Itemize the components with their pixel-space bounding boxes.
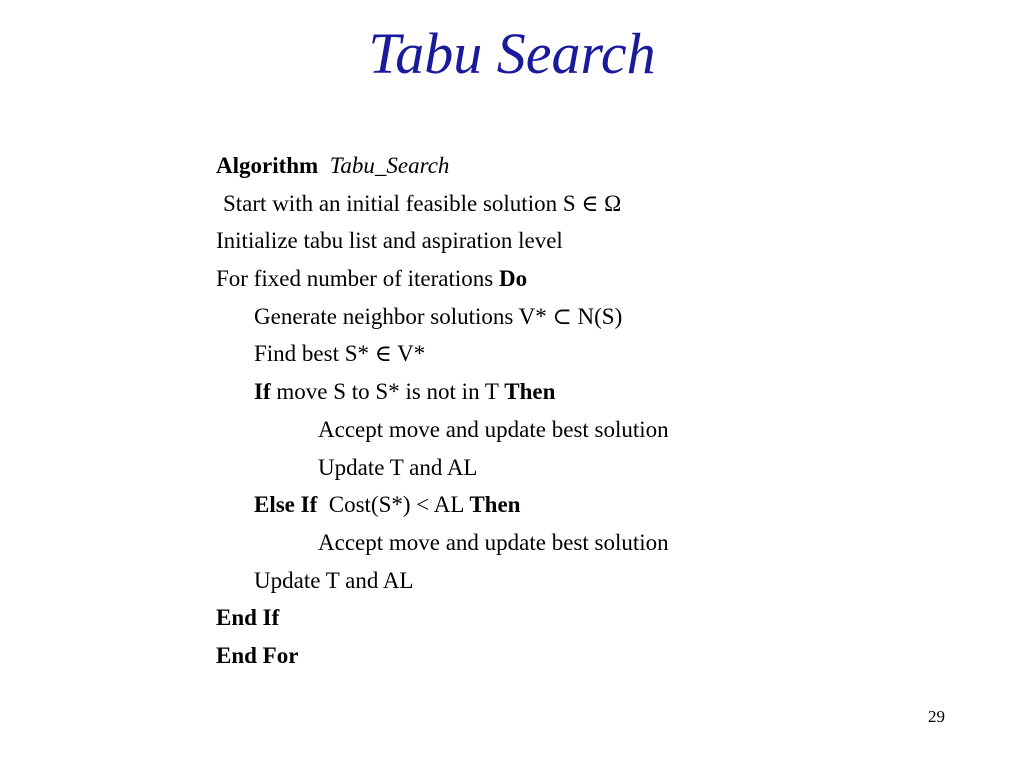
else-if-keyword: Else If	[254, 492, 318, 518]
algorithm-line-3	[216, 222, 976, 260]
algorithm-line-12	[216, 562, 976, 600]
if-keyword: If	[254, 379, 271, 405]
algorithm-line-5	[216, 298, 976, 336]
then-keyword: Then	[504, 379, 556, 405]
do-keyword: Do	[498, 266, 528, 292]
end-if-keyword: End If	[216, 605, 280, 631]
end-for-keyword: End For	[216, 642, 299, 668]
algorithm-line-6-text: Find best S* ∈ V*	[254, 341, 426, 367]
algorithm-line-5-text: Generate neighbor solutions V* ⊂ N(S)	[254, 303, 623, 329]
algorithm-line-1	[216, 147, 976, 185]
algorithm-line-14	[216, 637, 976, 675]
algorithm-line-2	[216, 185, 976, 223]
algorithm-line-2-text: Start with an initial feasible solution S ∈ Ω	[223, 190, 622, 216]
algorithm-line-12-text: Update T and AL	[254, 567, 414, 593]
then-keyword: Then	[469, 492, 521, 518]
algorithm-line-7	[216, 373, 976, 411]
algorithm-line-9	[216, 449, 976, 487]
page-number: 29	[928, 707, 945, 726]
algorithm-keyword: Algorithm	[216, 153, 319, 178]
algorithm-line-10	[216, 486, 976, 524]
algorithm-line-10-text: Cost(S*) < AL	[317, 492, 470, 518]
algorithm-line-11	[216, 524, 976, 562]
algorithm-line-7-text: move S to S* is not in T	[270, 379, 505, 405]
algorithm-line-4	[216, 260, 976, 298]
algorithm-block	[216, 147, 976, 675]
algorithm-line-8	[216, 411, 976, 449]
algorithm-name: Tabu_Search	[329, 153, 450, 178]
algorithm-line-8-text: Accept move and update best solution	[318, 416, 669, 442]
slide-title: Tabu Search	[368, 21, 656, 86]
algorithm-line-4-text: For fixed number of iterations	[216, 266, 499, 292]
algorithm-line-11-text: Accept move and update best solution	[318, 529, 669, 555]
algorithm-line-13	[216, 599, 976, 637]
algorithm-line-3-text: Initialize tabu list and aspiration level	[216, 228, 563, 254]
algorithm-line-9-text: Update T and AL	[318, 454, 478, 480]
algorithm-line-6	[216, 335, 976, 373]
